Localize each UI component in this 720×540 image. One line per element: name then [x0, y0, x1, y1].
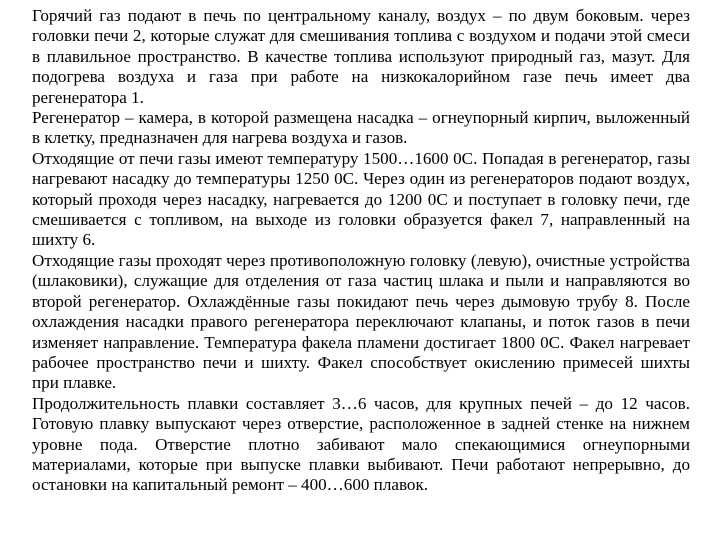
paragraph-melt-duration: Продолжительность плавки составляет 3…6 часов, для крупных печей – до 12 часов. Готовую плавку выпускают через отверстие, расположенное в задней стенке на нижнем уровне пода. Отверстие плотно забивают мало спекающимися огнеупорными материалами, которые при выпуске плавки выбивают. Печи работают непрерывно, до остановки на капитальный ремонт – 400…600 плавок.: [32, 393, 690, 495]
document-page: [32, 6, 690, 536]
paragraph-regenerator-definition: Регенератор – камера, в которой размещена насадка – огнеупорный кирпич, выложенный в клетку, предназначен для нагрева воздуха и газов.: [32, 108, 690, 148]
paragraph-exhaust-gases: Отходящие от печи газы имеют температуру 1500…1600 0С. Попадая в регенератор, газы нагревают насадку до температуры 1250 0С. Через один из регенераторов подают воздух, который проходя через насадку, нагревается до 1200 0С и поступает в головку печи, где смешивается с топливом, на выходе из головки образуется факел 7, направленный на шихту 6.: [32, 148, 690, 250]
paragraph-gas-flow-reversal: Отходящие газы проходят через противоположную головку (левую), очистные устройства (шлаковики), служащие для отделения от газа частиц шлака и пыли и направляются во второй регенератор. Охлаждённые газы покидают печь через дымовую трубу 8. После охлаждения насадки правого регенератора переключают клапаны, и поток газов в печи изменяет направление. Температура факела пламени достигает 1800 0С. Факел нагревает рабочее пространство печи и шихту. Факел способствует окислению примесей шихты при плавке.: [32, 250, 690, 393]
paragraph-gas-supply: Горячий газ подают в печь по центральному каналу, воздух – по двум боковым. через головки печи 2, которые служат для смешивания топлива с воздухом и подачи этой смеси в плавильное пространство. В качестве топлива используют природный газ, мазут. Для подогрева воздуха и газа при работе на низкокалорийном газе печь имеет два регенератора 1.: [32, 6, 690, 107]
